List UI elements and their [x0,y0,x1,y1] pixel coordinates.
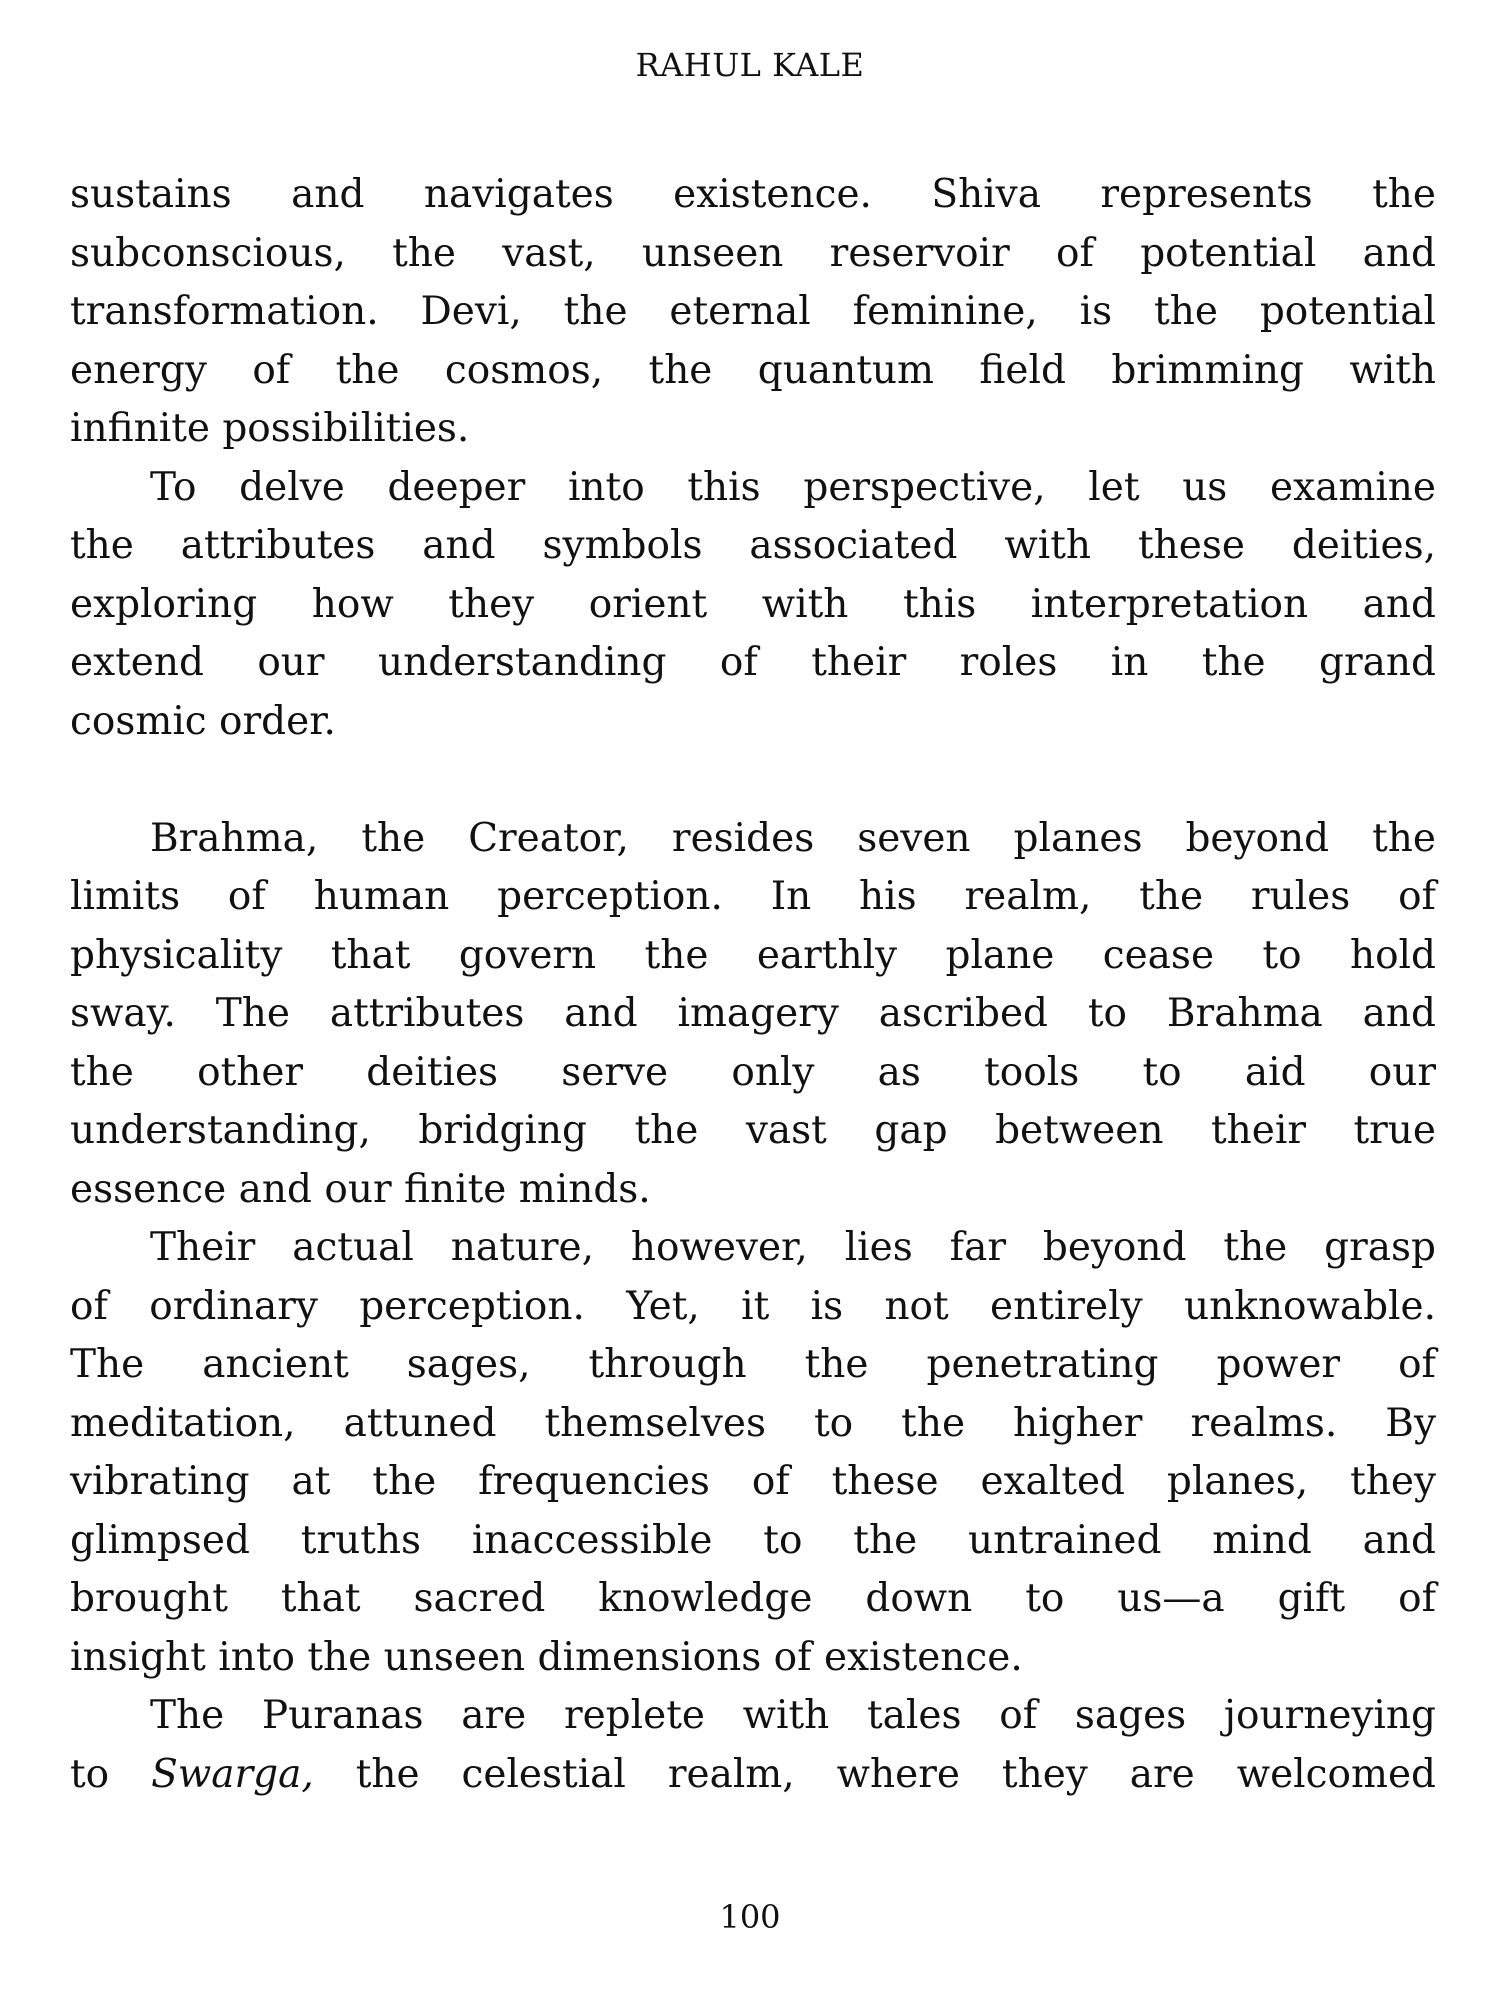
paragraph-4 [70,1219,1436,1687]
paragraph-line: limits of human perception. In his realm, the rules of [70,874,1436,919]
paragraph-line: transformation. Devi, the eternal feminine, is the potential [70,289,1436,334]
section-break [70,751,1436,810]
paragraph-line: extend our understanding of their roles in the grand [70,640,1436,685]
paragraph-line: sustains and navigates existence. Shiva represents the [70,172,1436,217]
line-text: to [70,1751,152,1797]
paragraph-line: insight into the unseen dimensions of existence. [70,1634,1023,1680]
paragraph-line: infinite possibilities. [70,406,470,451]
paragraph-line: The ancient sages, through the penetrating power of [70,1342,1436,1387]
paragraph-line: the other deities serve only as tools to aid our [70,1049,1436,1095]
paragraph-line: vibrating at the frequencies of these exalted planes, they [70,1459,1436,1504]
paragraph-line: physicality that govern the earthly plane cease to hold [70,932,1436,978]
page-number: 100 [719,1898,781,1936]
paragraph-line: understanding, bridging the vast gap between their true [70,1108,1436,1153]
paragraph-line: The Puranas are replete with tales of sages journeying [150,1693,1436,1738]
paragraph-line: subconscious, the vast, unseen reservoir of potential and [70,230,1436,276]
running-head: RAHUL KALE [635,46,865,84]
paragraph-line: sway. The attributes and imagery ascribed to Brahma and [70,991,1436,1036]
paragraph-line: essence and our finite minds. [70,1166,651,1212]
paragraph-line: cosmic order. [70,698,336,744]
paragraph-line: Their actual nature, however, lies far beyond the grasp [150,1225,1436,1270]
paragraph-line: of ordinary perception. Yet, it is not entirely unknowable. [70,1283,1436,1329]
paragraph-line: brought that sacred knowledge down to us—a gift of [70,1576,1436,1621]
paragraph-2 [70,459,1436,752]
paragraph-5 [70,1687,1436,1804]
line-text: the celestial realm, where they are welcomed [313,1751,1436,1797]
paragraph-line: To delve deeper into this perspective, let us examine [150,464,1436,510]
paragraph-line: meditation, attuned themselves to the higher realms. By [70,1400,1436,1446]
paragraph-line-with-italic [70,1746,1436,1805]
paragraph-line: exploring how they orient with this interpretation and [70,581,1436,627]
italic-term: Swarga, [151,1751,314,1797]
paragraph-line: energy of the cosmos, the quantum field brimming with [70,347,1436,393]
paragraph-3 [70,810,1436,1220]
paragraph-line: Brahma, the Creator, resides seven planes beyond the [150,815,1436,861]
paragraph-line: glimpsed truths inaccessible to the untrained mind and [70,1517,1436,1563]
body-text [70,166,1436,1804]
paragraph-1 [70,166,1436,459]
paragraph-line: the attributes and symbols associated with these deities, [70,523,1436,568]
